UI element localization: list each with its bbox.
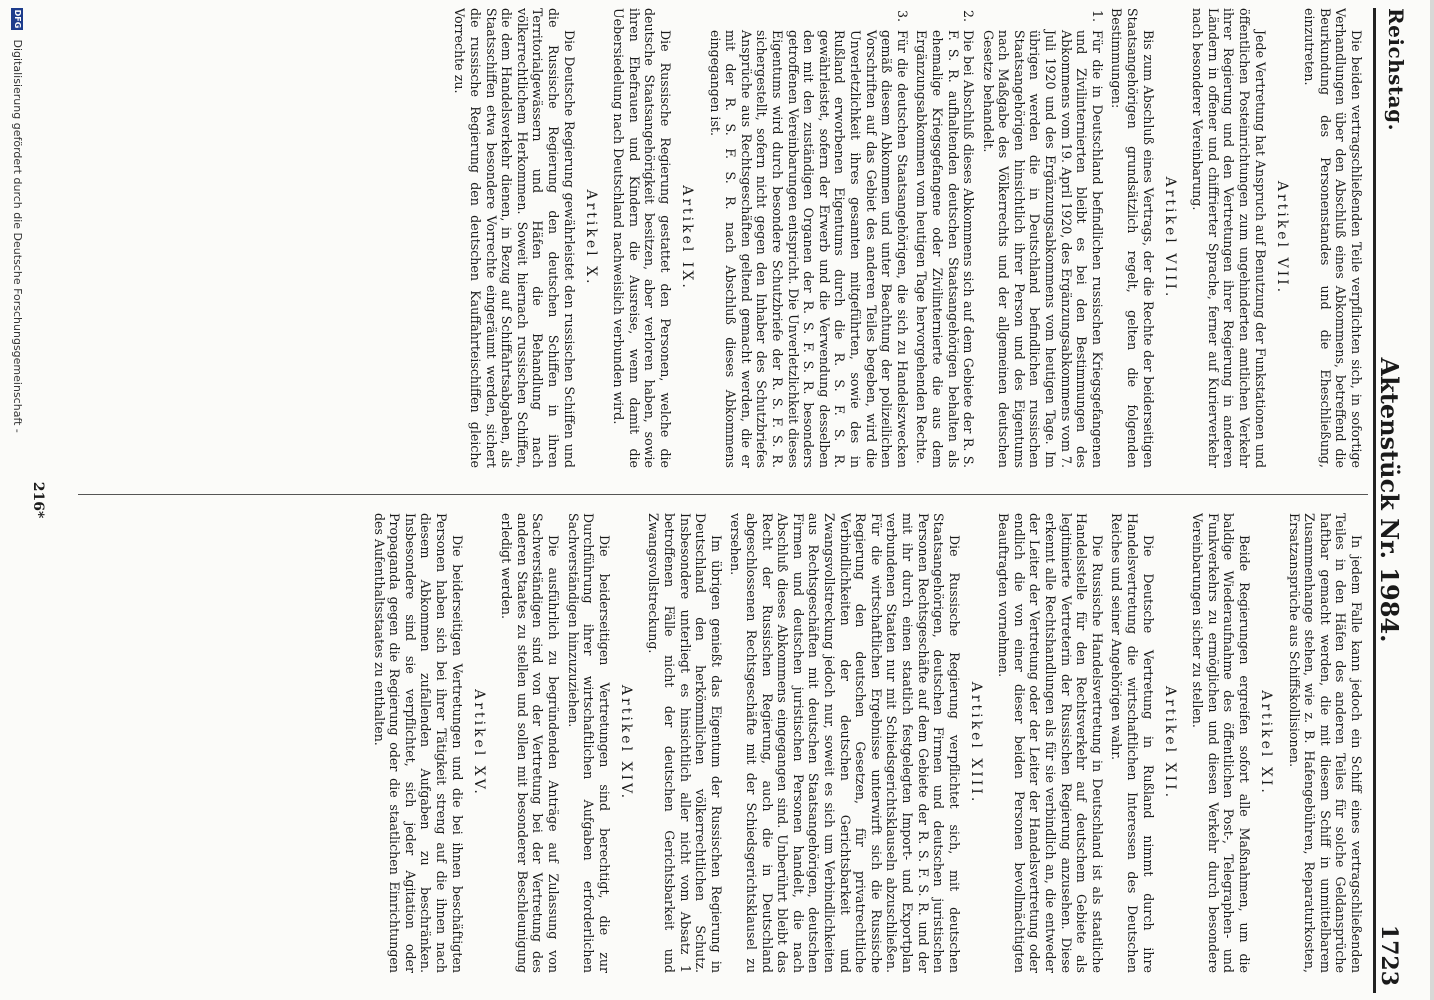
article-xiii-text-1: Die Russische Regierung verpflichtet sich, mit deutschen Staatsangehörigen, deutschen Firmen und deutschen juristischen Personen Rechtsgeschäfte auf dem Gebiete der R. S. F. S. R. und der mit ihr durch einen staatlich festgelegten Import- und Exportplan verbundenen Staaten nur mit Schiedsgerichtsklauseln abzuschließen. Für die wirtschaftlichen Ergebnisse unterwirft sich die Russische Regierung den deutschen Gesetzen, für privatrechtliche Verbindlichkeiten der deutschen Gerichtsbarkeit und Zwangsvollstreckung jedoch nur, soweit es sich um Verbindlichkeiten aus Rechtsgeschäften mit deutschen Staatsangehörigen, deutschen Firmen und deutschen juristischen Personen handelt, die nach Abschluß dieses Abkommens eingegangen sind. Unberührt bleibt das Recht der Russischen Regierung, auch die in Deutschland abgeschlossenen Rechtsgeschäfte mit der Schiedsgerichtsklausel zu versehen. — [728, 513, 962, 973]
article-xiv-text-2: Die ausführlich zu begründenden Anträge auf Zulassung von Sachverständigen sind von der Vertretung bei der Vertretung des anderen Staates zu stellen und sollen mit besonderer Beschleunigung erledigt werden. — [499, 513, 562, 973]
left-intro-paragraph: Die beiden vertragschließenden Teile verpflichten sich, in sofortige Verhandlungen über den Abschluß eines Abkommens, betreffend die Beurkundung des Personenstandes und die Eheschließung, einzutreten. — [1302, 8, 1364, 468]
article-xii-heading: Artikel XII. — [1161, 685, 1178, 801]
item-number: 1. — [1089, 10, 1105, 23]
digitization-text: Digitalisierung gefördert durch die Deutsche Forschungsgemeinschaft - — [11, 39, 24, 433]
header-left-title: Reichstag. — [1384, 8, 1408, 132]
article-xiv-heading: Artikel XIV. — [617, 684, 634, 802]
article-xi-text: Beide Regierungen ergreifen sofort alle Maßnahmen, um die baldige Wiederaufnahme des öffentlichen Post-, Telegraphen- und Funkverkehrs zu ermöglichen und diesen Verkehr durch besondere Vereinbarungen sicher zu stellen. — [1190, 513, 1253, 973]
article-viii-heading: Artikel VIII. — [1161, 176, 1178, 300]
item-number: 3. — [894, 10, 910, 23]
article-xiii-heading: Artikel XIII. — [967, 681, 984, 805]
right-column — [64, 513, 1364, 973]
sheet-signature-mark: 216* — [30, 481, 46, 519]
article-viii-intro: Bis zum Abschluß eines Vertrags, der die Rechte der beiderseitigen Staatsangehörigen grundsätzlich regelt, gelten die folgenden Bestimmungen: — [1109, 8, 1156, 468]
page-header — [1374, 0, 1434, 1000]
article-ix-heading: Artikel IX. — [679, 185, 696, 291]
article-x-heading: Artikel X. — [582, 189, 599, 287]
article-viii-item-1 — [980, 10, 1105, 468]
article-xiii-text-2: Im übrigen genießt das Eigentum der Russischen Regierung in Deutschland den herkömmlichen völkerrechtlichen Schutz. Insbesondere unterliegt es hinsichtlich aller nicht vom Absatz 1 betroffenen Fälle nicht der deutschen Gerichtsbarkeit und Zwangsvollstreckung. — [646, 513, 724, 973]
article-viii-item-2 — [914, 10, 977, 468]
article-vii-heading: Artikel VII. — [1273, 180, 1290, 296]
article-xv-heading: Artikel XV. — [470, 689, 487, 797]
digitization-note — [11, 8, 24, 433]
header-center-title: Aktenstück Nr. 1984. — [1375, 357, 1404, 643]
article-vii-text: Jede Vertretung hat Anspruch auf Benutzung der Funkstationen und öffentlichen Posteinrichtungen zum ungehinderten amtlichen Verkehr ihrer Regierung und den Vertretungen ihrer Regierung in anderen Ländern in offener und chiffrierter Sprache, ferner auf Kurierverkehr nach besonderer Vereinbarung. — [1190, 8, 1268, 468]
dfg-logo-icon: DFG — [13, 9, 22, 29]
article-x-text: Die Deutsche Regierung gewährleistet den russischen Schiffen und die Russische Regierung den deutschen Schiffen in ihren Territorialgewässern und Häfen die Behandlung nach völkerrechtlichem Herkommen. Soweit hiernach russischen Schiffen, die dem Handelsverkehr dienen, in Bezug auf Schiffahrtsabgaben, als Staatsschiffen etwa besondere Vorrechte eingeräumt werden, sichert die russische Regierung den deutschen Kauffahrteischiffen gleiche Vorrechte zu. — [452, 8, 577, 468]
article-xiv-text-1: Die beiderseitigen Vertretungen sind berechtigt, die zur Durchführung ihrer wirtschaftlichen Aufgaben erforderlichen Sachverständigen hinzuzuziehen. — [565, 513, 612, 973]
article-xv-text: Die beiderseitigen Vertretungen und die bei ihnen beschäftigten Personen haben sich bei ihrer Tätigkeit streng auf die ihnen nach diesem Abkommen zufallenden Aufgaben zu beschränken. Insbesondere sind sie verpflichtet, sich jeder Agitation oder Propaganda gegen die Regierung oder die staatlichen Einrichtungen des Aufenthaltsstaates zu enthalten. — [371, 513, 465, 973]
column-divider — [78, 494, 1368, 495]
article-xii-text-1: Die Deutsche Vertretung in Rußland nimmt durch ihre Handelsvertretung die wirtschaftlichen Interessen des Deutschen Reiches und seiner Angehörigen wahr. — [1109, 513, 1156, 973]
article-viii-item-3 — [707, 10, 910, 468]
left-column — [64, 8, 1364, 468]
right-intro-paragraph: In jedem Falle kann jedoch ein Schiff eines vertragschließenden Teiles in den Häfen des anderen Teiles für solche Geldansprüche haftbar gemacht werden, die mit diesem Schiff in unmittelbarem Zusammenhange stehen, wie z. B. Hafengebühren, Reparaturkosten, Ersatzansprüche aus Schiffskollisionen. — [1286, 513, 1364, 973]
article-xi-heading: Artikel XI. — [1258, 690, 1275, 796]
item-number: 2. — [961, 10, 977, 23]
item-text: Für die deutschen Staatsangehörigen, die sich zu Handelszwecken gemäß diesem Abkommen und unter Beachtung der polizeilichen Vorschriften auf das Gebiet des anderen Teiles begeben, wird die Unverletzlichkeit ihres gesamten mitgeführten, sowie des in Rußland erworbenen Eigentums durch die R. S. F. S. R. gewährleistet, sofern der Erwerb und die Verwendung desselben den mit den zuständigen Organen der R. S. F. S. R. besonders getroffenen Vereinbarungen entspricht. Die Unverletzlichkeit dieses Eigentums wird durch besondere Schutzbriefe der R. S. F. S. R. sichergestellt, sofern nicht gegen den Inhaber des Schutzbriefes Ansprüche aus Rechtsgeschäften geltend gemacht werden, die er mit der R. S. F. S. R. nach Abschluß dieses Abkommens eingegangen ist. — [707, 30, 910, 468]
item-text: Für die in Deutschland befindlichen russischen Kriegsgefangenen und Zivilinternierten bleibt es bei den Bestimmungen des Abkommens vom 19. April 1920, des Ergänzungsabkommens vom 7. Juli 1920 und des Ergänzungsabkommens vom heutigen Tage. Im übrigen werden die in Deutschland befindlichen russischen Staatsangehörigen hinsichtlich ihrer Person und des Eigentums nach Maßgabe des Völkerrechts und der allgemeinen deutschen Gesetze behandelt. — [980, 30, 1105, 468]
article-xii-text-2: Die Russische Handelsvertretung in Deutschland ist als staatliche Handelsstelle für den Rechtsverkehr auf deutschem Gebiete als legitimierte Vertreterin der Russischen Regierung anzusehen. Diese erkennt alle Rechtshandlungen als für sie verbindlich an, die entweder der Leiter der Vertretung oder der Leiter der Handelsvertretung oder endlich die von einer dieser beiden Personen bevollmächtigten Beauftragten vornehmen. — [996, 513, 1105, 973]
item-text: Die bei Abschluß dieses Abkommens sich auf dem Gebiete der R. S. F. S. R. aufhaltenden deutschen Staatsangehörigen behalten als ehemalige Kriegsgefangene oder Zivilinternierte die aus dem Ergänzungsabkommen vom heutigen Tage hervorgehenden Rechte. — [914, 30, 977, 468]
header-rule — [1373, 8, 1376, 993]
page-number: 1723 — [1376, 924, 1402, 986]
article-ix-text: Die Russische Regierung gestattet den Personen, welche die deutsche Staatsangehörigkeit besitzen, aber verloren haben, sowie ihren Ehefrauen und Kindern die Ausreise, wenn damit die Uebersiedelung nach Deutschland nachweislich verbunden wird. — [611, 8, 674, 468]
